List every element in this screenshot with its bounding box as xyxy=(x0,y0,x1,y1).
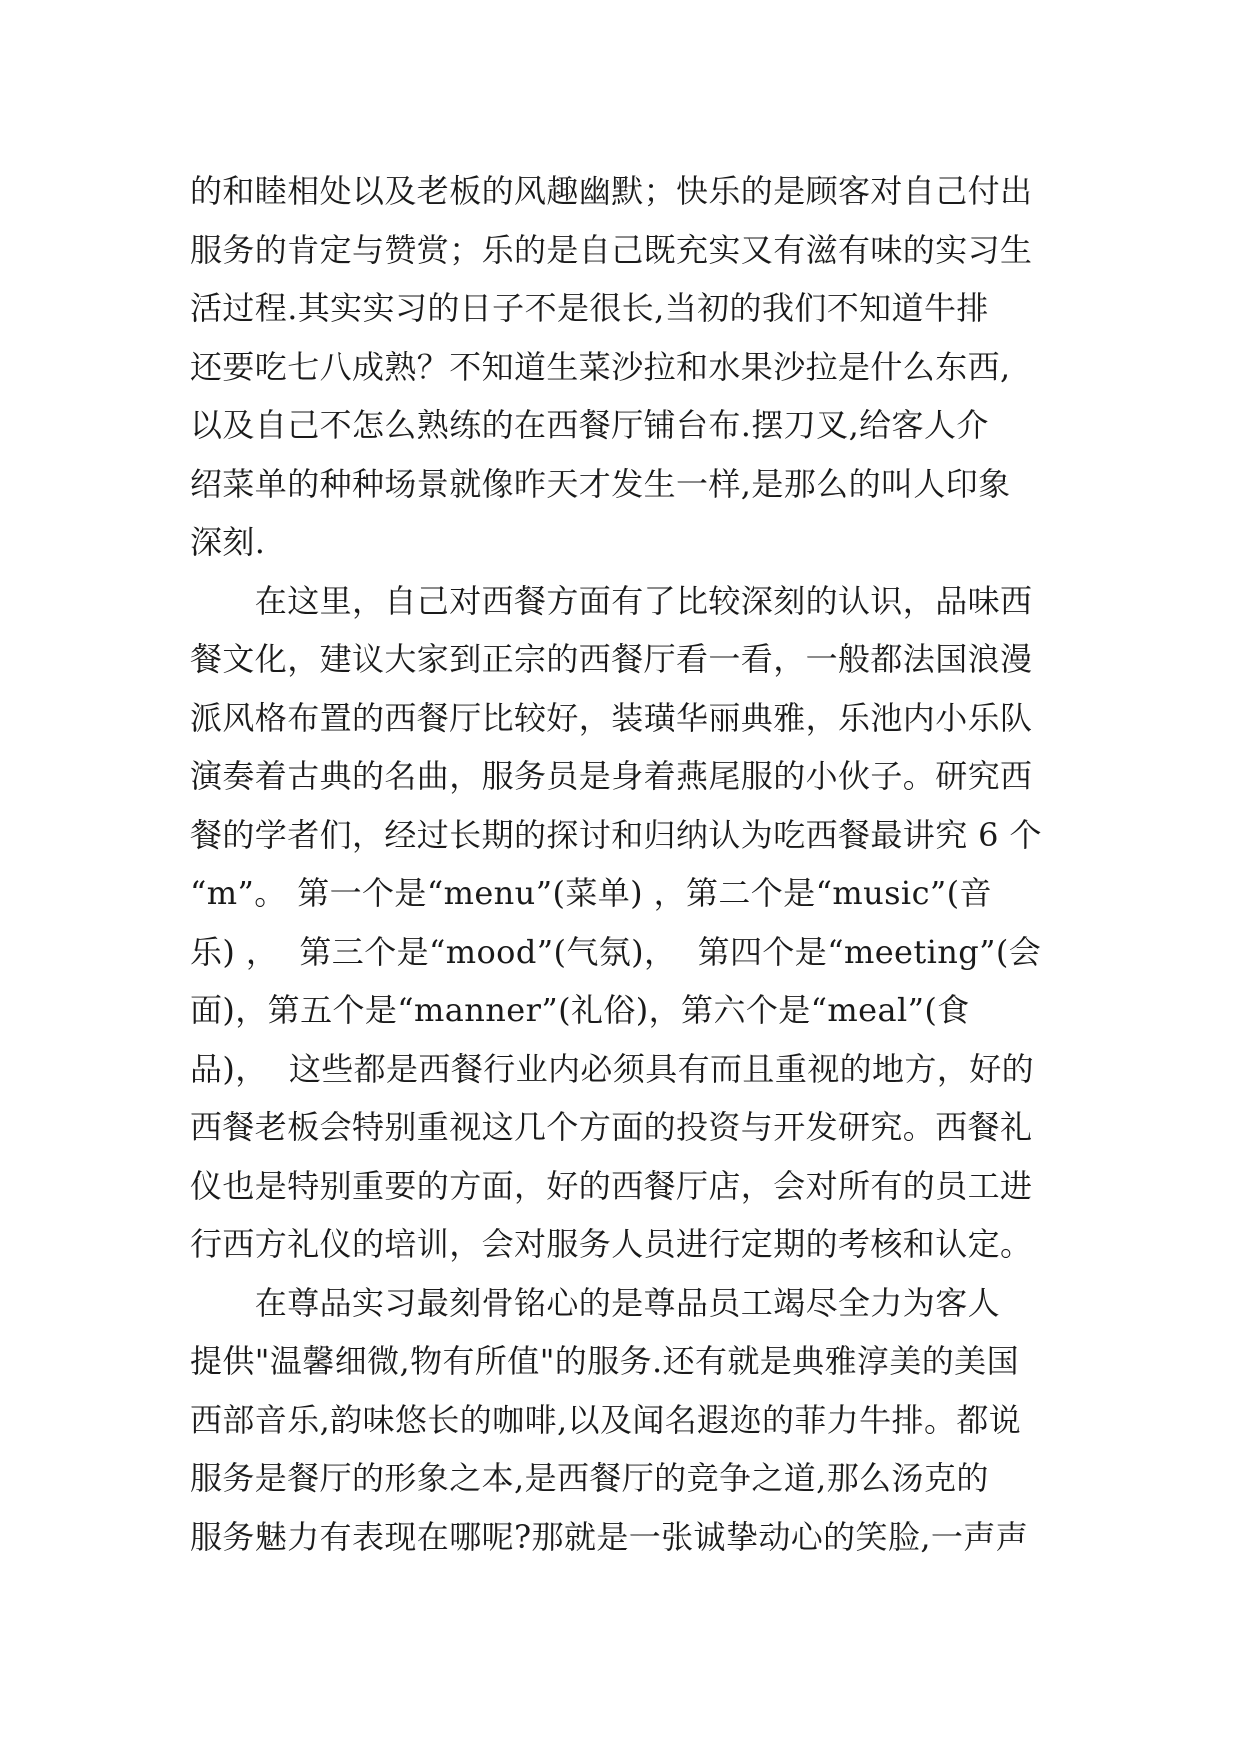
body-text xyxy=(190,162,1050,1566)
text-line: 服务魅力有表现在哪呢?那就是一张诚挚动心的笑脸,一声声 xyxy=(190,1517,1029,1556)
text-line: 以及自己不怎么熟练的在西餐厅铺台布.摆刀叉,给客人介 xyxy=(190,406,989,444)
text-line: 深刻. xyxy=(190,523,266,561)
text-line: 乐) ， 第三个是“mood”(气氛)， 第四个是“meeting”(会 xyxy=(190,932,1042,971)
text-line: 在尊品实习最刻骨铭心的是尊品员工竭尽全力为客人 xyxy=(190,1283,1001,1322)
text-line: 西部音乐,韵味悠长的咖啡,以及闻名遐迩的菲力牛排。都说 xyxy=(190,1400,1022,1439)
text-line: 演奏着古典的名曲，服务员是身着燕尾服的小伙子。研究西 xyxy=(190,757,1033,795)
text-line: 活过程.其实实习的日子不是很长,当初的我们不知道牛排 xyxy=(190,289,989,327)
text-line: 品)， 这些都是西餐行业内必须具有而且重视的地方，好的 xyxy=(190,1049,1035,1088)
text-line: 西餐老板会特别重视这几个方面的投资与开发研究。西餐礼 xyxy=(190,1108,1033,1146)
text-line: 面)，第五个是“manner”(礼俗)，第六个是“meal”(食 xyxy=(190,991,970,1029)
text-line: 提供"温馨细微,物有所值"的服务.还有就是典雅淳美的美国 xyxy=(190,1342,1019,1380)
text-line: 服务的肯定与赞赏；乐的是自己既充实又有滋有味的实习生 xyxy=(190,230,1033,269)
text-line: 餐的学者们，经过长期的探讨和归纳认为吃西餐最讲究 6 个 xyxy=(190,815,1042,854)
text-line: “m”。 第一个是“menu”(菜单) ，第二个是“music”(音 xyxy=(190,874,992,912)
text-line: 的和睦相处以及老板的风趣幽默；快乐的是顾客对自己付出 xyxy=(190,172,1033,210)
text-line: 餐文化，建议大家到正宗的西餐厅看一看，一般都法国浪漫 xyxy=(190,640,1033,678)
text-line: 仪也是特别重要的方面，好的西餐厅店，会对所有的员工进 xyxy=(190,1166,1033,1205)
text-line: 在这里，自己对西餐方面有了比较深刻的认识，品味西 xyxy=(190,581,1033,620)
text-line: 派风格布置的西餐厅比较好，装璜华丽典雅，乐池内小乐队 xyxy=(190,698,1033,737)
text-line: 还要吃七八成熟？不知道生菜沙拉和水果沙拉是什么东西, xyxy=(190,347,1011,386)
text-line: 行西方礼仪的培训，会对服务人员进行定期的考核和认定。 xyxy=(190,1225,1033,1263)
text-line: 服务是餐厅的形象之本,是西餐厅的竞争之道,那么汤克的 xyxy=(190,1459,989,1497)
text-line: 绍菜单的种种场景就像昨天才发生一样,是那么的叫人印象 xyxy=(190,464,1011,503)
